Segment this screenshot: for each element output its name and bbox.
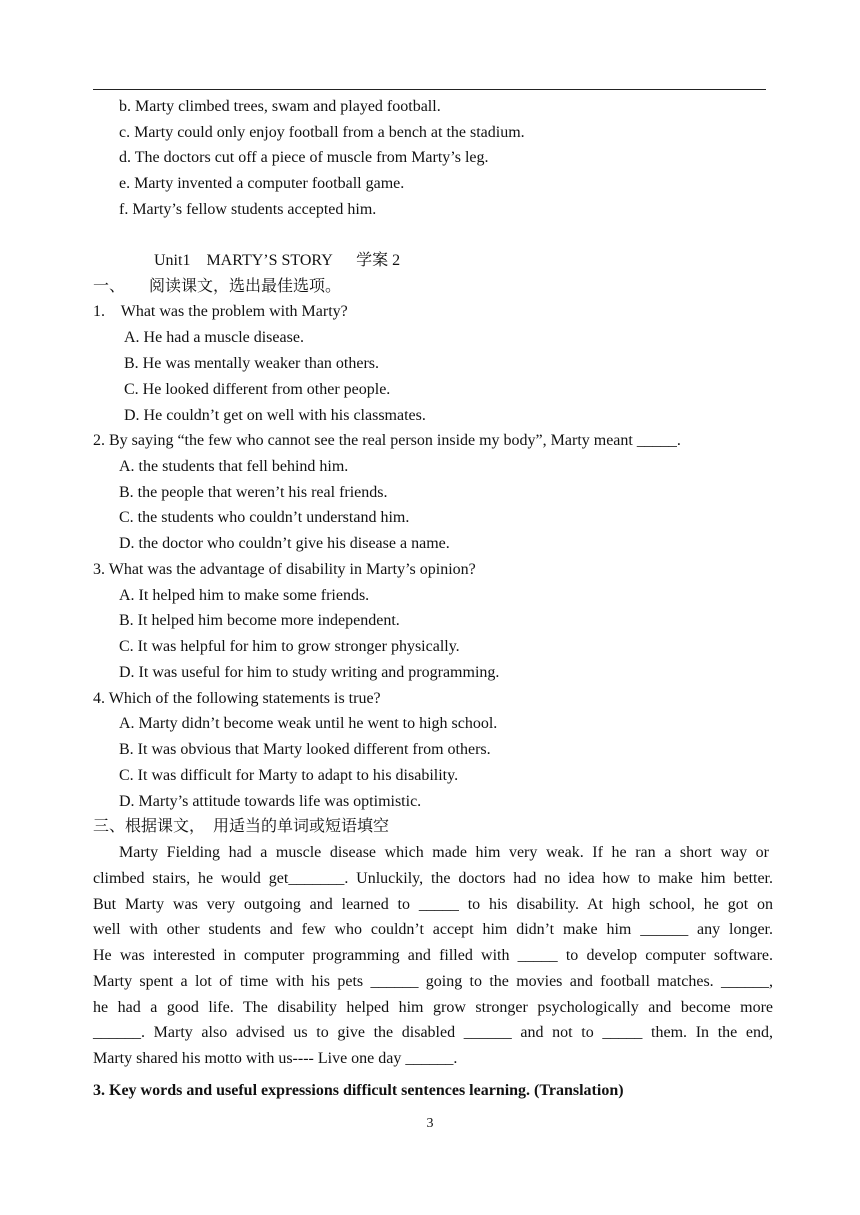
list-item-c: c. Marty could only enjoy football from a bench at the stadium.: [119, 124, 525, 141]
list-item-e: e. Marty invented a computer football game.: [119, 175, 405, 192]
q1-option-b: B. He was mentally weaker than others.: [124, 355, 380, 372]
passage-last-line: Marty shared his motto with us---- Live one day ______.: [93, 1050, 458, 1067]
page-number: 3: [426, 1116, 434, 1131]
passage-line: Marty Fielding had a muscle disease which made him very weak. If he ran a short way or: [119, 844, 769, 861]
list-item-d: d. The doctors cut off a piece of muscle from Marty’s leg.: [119, 149, 489, 166]
q1-option-c: C. He looked different from other people.: [124, 381, 391, 398]
section-one-heading: 一、 阅读课文，选出最佳选项。: [93, 278, 342, 295]
question-3: 3. What was the advantage of disability in Marty’s opinion?: [93, 561, 476, 578]
q4-option-d: D. Marty’s attitude towards life was optimistic.: [119, 793, 422, 810]
q4-option-a: A. Marty didn’t become weak until he went to high school.: [119, 715, 498, 732]
q1-option-d: D. He couldn’t get on well with his classmates.: [124, 407, 426, 424]
passage-line: But Marty was very outgoing and learned to _____ to his disability. At high school, he got on: [93, 896, 773, 913]
q2-option-b: B. the people that weren’t his real friends.: [119, 484, 388, 501]
q2-option-d: D. the doctor who couldn’t give his disease a name.: [119, 535, 450, 552]
list-item-b: b. Marty climbed trees, swam and played football.: [119, 98, 441, 115]
question-1: 1. What was the problem with Marty?: [93, 303, 348, 320]
list-item-f: f. Marty’s fellow students accepted him.: [119, 201, 377, 218]
q4-option-b: B. It was obvious that Marty looked different from others.: [119, 741, 491, 758]
passage-line: he had a good life. The disability helped him grow stronger psychologically and become more: [93, 999, 773, 1016]
passage-line: climbed stairs, he would get_______. Unluckily, the doctors had no idea how to make him better.: [93, 870, 773, 887]
q3-option-a: A. It helped him to make some friends.: [119, 587, 370, 604]
q3-option-b: B. It helped him become more independent.: [119, 612, 400, 629]
q2-option-a: A. the students that fell behind him.: [119, 458, 349, 475]
passage-line: ______. Marty also advised us to give the disabled ______ and not to _____ them. In the end,: [93, 1024, 773, 1041]
header-rule: [93, 89, 766, 90]
q3-option-c: C. It was helpful for him to grow stronger physically.: [119, 638, 460, 655]
passage-line: Marty spent a lot of time with his pets ______ going to the movies and football matches. ______,: [93, 973, 773, 990]
question-2: 2. By saying “the few who cannot see the real person inside my body”, Marty meant _____.: [93, 432, 681, 449]
document-title: Unit1 MARTY’S STORY 学案 2: [154, 252, 401, 269]
passage-line: well with other students and few who couldn’t accept him didn’t make him ______ any longer.: [93, 921, 773, 938]
q2-option-c: C. the students who couldn’t understand him.: [119, 509, 410, 526]
section-3-heading-bold: 3. Key words and useful expressions difficult sentences learning. (Translation): [93, 1082, 624, 1099]
passage-line: He was interested in computer programming and filled with _____ to develop computer software.: [93, 947, 773, 964]
q4-option-c: C. It was difficult for Marty to adapt to his disability.: [119, 767, 459, 784]
q1-option-a: A. He had a muscle disease.: [124, 329, 304, 346]
q3-option-d: D. It was useful for him to study writing and programming.: [119, 664, 500, 681]
question-4: 4. Which of the following statements is true?: [93, 690, 381, 707]
section-three-heading: 三、根据课文， 用适当的单词或短语填空: [93, 818, 390, 835]
